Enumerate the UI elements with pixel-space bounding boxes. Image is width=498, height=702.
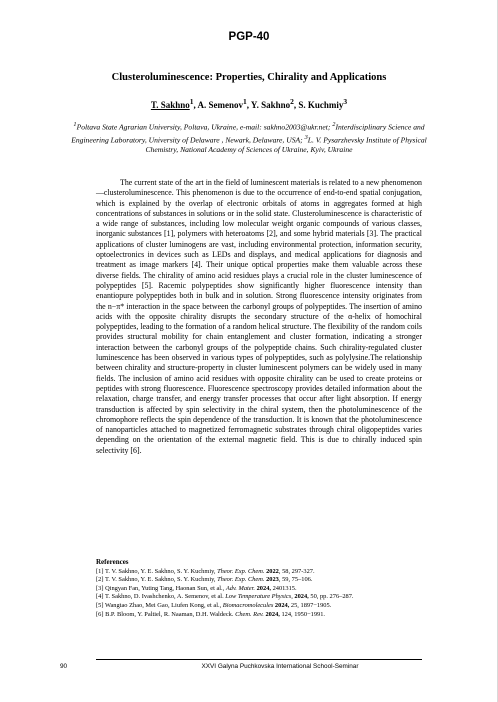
footer-divider xyxy=(96,659,422,660)
paper-title: Clusteroluminescence: Properties, Chirality and Applications xyxy=(111,72,387,83)
paper-code: PGP-40 xyxy=(228,31,270,43)
author-1: T. Sakhno$^1$, xyxy=(150,97,198,110)
references-heading: References xyxy=(96,558,129,566)
reference-item: [4] T. Sakhno, D. Ivashchenko, A. Semenov, et al. Low Temperature Physics, 2024, 50, pp. 276–287. xyxy=(96,593,354,601)
reference-item: [5] Wangtao Zhao, Mei Gao, Liufen Kong, et al., Biomacromolecules 2024, 25, 1897−1905. xyxy=(96,601,332,609)
reference-item: [1] T. V. Sakhno, Y. E. Sakhno, S. Y. Kuchmiy, Theor. Exp. Chem. 2022, 58, 297-327. xyxy=(96,567,315,575)
page-number: 90 xyxy=(60,663,68,670)
abstract-body: The current state of the art in the field of luminescent materials is related to a new phenomenon—clusteroluminescence. This phenomenon is due to the occurrence of end-to-end spatial conjugation, which is explained by the overlap of electronic orbitals of atoms in aggregates formed at high concentrations of substances in solutions or in the solid state. Clusteroluminescence is characteristic of a wide range of substances, including low molecular weight organic compounds of various classes, inorganic substances [1], polymers with heteroatoms [2], and some hybrid materials [3]. The practical applications of cluster luminogens are vast, including environmental protection, information security, optoelectronics in devices such as LEDs and displays, and medical applications for diagnosis and treatment as image markers [4]. Their unique optical properties make them valuable across these diverse fields. The chirality of amino acid residues plays a crucial role in the cluster luminescence of polypeptides [5]. Racemic polypeptides show significantly higher fluorescence intensity than enantiopure polypeptides both in bulk and in solution. Strong fluorescence intensity originates from the n−π* interaction in the space between the carbonyl groups of polypeptides. The insertion of amino acids with the opposite chirality disrupts the secondary structure of the α-helix of homochiral polypeptides, leading to the formation of a random helical structure. The flexibility of the random coils provides structural mobility for chain entanglement and cluster formation, indicating a stronger interaction between the carbonyl groups of the polypeptide chains. Such chirality-regulated cluster luminescence has been observed in various types of polypeptides, such as polylysine.The relationship between chirality and structure-property in cluster luminescent polymers can be widely used in many fields. The inclusion of amino acid residues with opposite chirality can be used to create proteins or peptides with strong fluorescence. Fluorescence spectroscopy provides detailed information about the relaxation, charge transfer, and energy transfer processes that occur after light absorption. If energy transduction is affected by spin selectivity in the chiral system, then the photoluminescence of the chromophore reflects the spin dependence of the transduction. It is known that the photoluminescence of nanoparticles attached to magnetized ferromagnetic substrates through chiral oligopeptides varies depending on the orientation of the external magnetic field. This is due to chirally induced spin selectivity [6]. xyxy=(96,178,422,455)
author-3: Y. Sakhno$^2$, xyxy=(250,97,299,110)
conference-footer: XXVI Galyna Puchkovska International School-Seminar xyxy=(201,663,359,670)
references-section xyxy=(96,558,422,619)
reference-item: [3] Qingyan Fan, Yuting Tang, Haonan Sun, et al., Adv. Mater. 2024, 2401315. xyxy=(96,584,297,592)
affiliation-3: L. V. Pysarzhevsky Institute of Physical Chemistry, National Academy of Sciences of Ukraine, Kyiv, Ukraine xyxy=(145,135,427,155)
affiliations: $^1$Poltava State Agrarian University, Poltava, Ukraine, e-mail: sakhno2003@ukr.net; $^2$Interdisciplinary Science and Engineering Laboratory, University of Delaware , Newark, Delaware, USA; $^3$L. V. Pysarzhevsky Institute of Physical Chemistry, National Academy of Sciences of Ukraine, Kyiv, Ukraine xyxy=(71,121,427,155)
reference-item: [2] T. V. Sakhno, Y. E. Sakhno, S. Y. Kuchmiy, Theor. Exp. Chem. 2023, 59, 75–106. xyxy=(96,576,313,584)
affiliation-2: Interdisciplinary Science and Engineering Laboratory, University of Delaware , Newark, Delaware, USA; xyxy=(71,122,425,145)
reference-item: [6] B.P. Bloom, Y. Paltiel, R. Naaman, D.H. Waldeck. Chem. Rev. 2024, 124, 1950−1991. xyxy=(96,610,326,618)
affiliation-1: Poltava State Agrarian University, Poltava, Ukraine, e-mail: sakhno2003@ukr.net; xyxy=(76,122,331,132)
author-list xyxy=(40,97,458,110)
author-2: A. Semenov$^1$, xyxy=(197,97,251,110)
author-4: S. Kuchmiy$^3$ xyxy=(298,97,348,110)
